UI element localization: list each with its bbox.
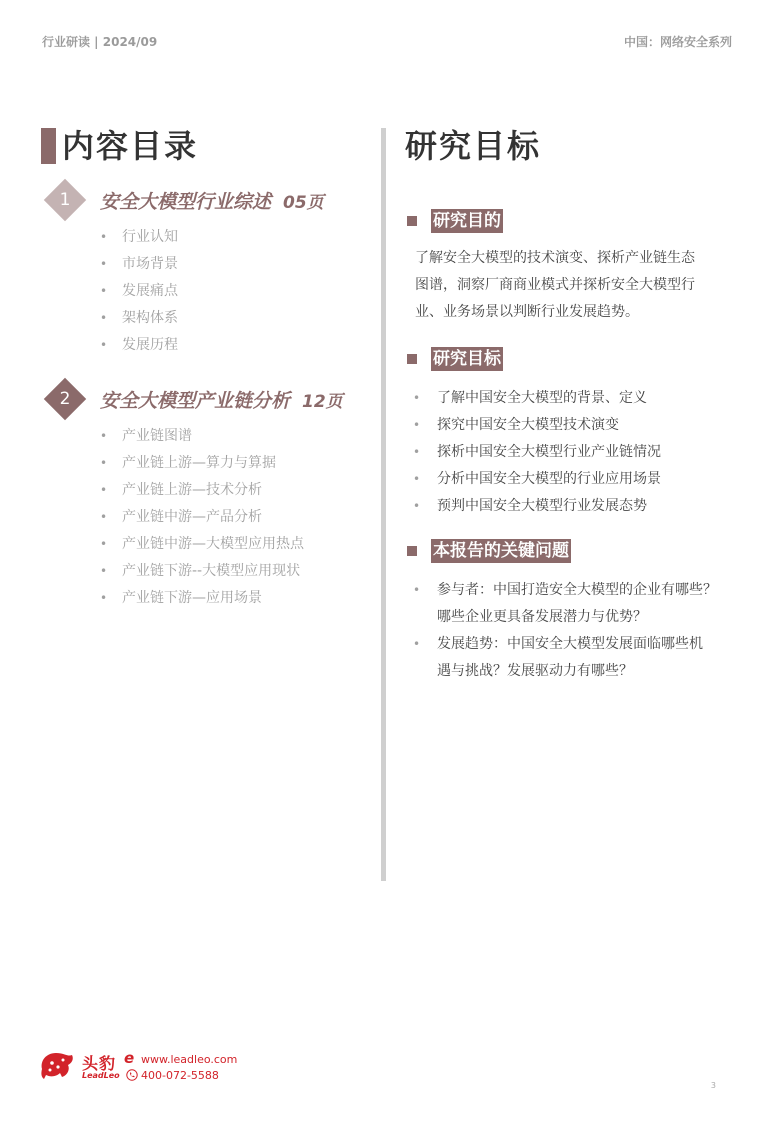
purpose-text: 了解安全大模型的技术演变、探析产业链生态 图谱，洞察厂商商业模式并探析安全大模型行 业、业务场景以判断行业发展趋势。 [415, 250, 695, 320]
section-number: 2 [59, 389, 71, 409]
purpose-section [407, 209, 737, 326]
list-item: • 了解中国安全大模型的背景、定义 [407, 385, 737, 412]
bullet-icon: • [413, 445, 421, 459]
list-item: • 发展趋势：中国安全大模型发展面临哪些机 遇与挑战？发展驱动力有哪些？ [407, 631, 737, 685]
bullet-icon: • [100, 591, 108, 605]
website-link[interactable]: www.leadleo.com [141, 1053, 238, 1066]
square-bullet-icon [407, 216, 417, 226]
bullet-icon: • [100, 257, 108, 271]
logo-en-text: LeadLeo [82, 1071, 120, 1080]
list-item[interactable]: • 产业链下游--大模型应用现状 [100, 558, 343, 585]
bullet-icon: • [100, 537, 108, 551]
list-item: • 参与者：中国打造安全大模型的企业有哪些？ 哪些企业更具备发展潜力与优势？ [407, 577, 737, 631]
list-item[interactable]: • 产业链下游—应用场景 [100, 585, 343, 612]
list-item[interactable]: • 产业链图谱 [100, 423, 343, 450]
bullet-icon: • [413, 583, 421, 597]
section-pages: 05页 [283, 192, 324, 213]
list-item: • 预判中国安全大模型行业发展态势 [407, 493, 737, 520]
header-right: 中国：网络安全系列 [623, 35, 732, 49]
section-items [44, 224, 324, 359]
list-item[interactable]: • 产业链上游—技术分析 [100, 477, 343, 504]
section-title: 安全大模型行业综述 [100, 190, 272, 213]
toc-heading [41, 127, 198, 165]
diamond-number-badge [44, 378, 86, 420]
bullet-icon: • [100, 338, 108, 352]
diamond-number-badge [44, 179, 86, 221]
bullet-icon: • [100, 564, 108, 578]
bullet-icon: • [413, 391, 421, 405]
square-bullet-icon [407, 546, 417, 556]
list-item: • 探究中国安全大模型技术演变 [407, 412, 737, 439]
list-item: • 分析中国安全大模型的行业应用场景 [407, 466, 737, 493]
objectives-section [407, 347, 737, 520]
logo-cn-text: 头豹 [82, 1054, 117, 1073]
list-item[interactable]: • 市场背景 [100, 251, 324, 278]
toc-title: 内容目录 [62, 127, 199, 165]
list-item[interactable]: • 发展痛点 [100, 278, 324, 305]
header-left: 行业研读 | 2024/09 [42, 35, 158, 49]
purpose-label: 研究目的 [433, 211, 501, 231]
phone-number: 400-072-5588 [141, 1069, 219, 1082]
list-item[interactable]: • 产业链中游—产品分析 [100, 504, 343, 531]
bullet-icon: • [100, 456, 108, 470]
bullet-icon: • [100, 284, 108, 298]
questions-list [407, 577, 737, 685]
phone-icon [126, 1069, 138, 1081]
bullet-icon: • [100, 510, 108, 524]
list-item[interactable]: • 发展历程 [100, 332, 324, 359]
section-number: 1 [59, 190, 71, 210]
toc-section-1[interactable] [44, 180, 324, 359]
section-items [44, 423, 343, 612]
section-title: 安全大模型产业链分析 [100, 389, 291, 412]
toc-accent-bar [41, 128, 56, 164]
bullet-icon: • [100, 230, 108, 244]
goals-title: 研究目标 [405, 127, 542, 165]
list-item[interactable]: • 产业链上游—算力与算据 [100, 450, 343, 477]
column-divider [381, 128, 386, 881]
questions-label: 本报告的关键问题 [433, 541, 569, 561]
list-item[interactable]: • 产业链中游—大模型应用热点 [100, 531, 343, 558]
toc-section-2[interactable] [44, 379, 343, 612]
objectives-list [407, 385, 737, 520]
square-bullet-icon [407, 354, 417, 364]
objectives-label: 研究目标 [433, 349, 501, 369]
bullet-icon: • [100, 429, 108, 443]
list-item[interactable]: • 架构体系 [100, 305, 324, 332]
bullet-icon: • [100, 483, 108, 497]
bullet-icon: • [413, 418, 421, 432]
list-item: • 探析中国安全大模型行业产业链情况 [407, 439, 737, 466]
leadleo-logo[interactable] [38, 1047, 238, 1087]
e-icon: e [124, 1049, 135, 1067]
bullet-icon: • [413, 472, 421, 486]
leopard-logo-icon [38, 1047, 78, 1083]
section-pages: 12页 [302, 391, 343, 412]
bullet-icon: • [100, 311, 108, 325]
bullet-icon: • [413, 637, 421, 651]
bullet-icon: • [413, 499, 421, 513]
list-item[interactable]: • 行业认知 [100, 224, 324, 251]
page-number: 3 [710, 1081, 716, 1090]
questions-section [407, 539, 737, 685]
